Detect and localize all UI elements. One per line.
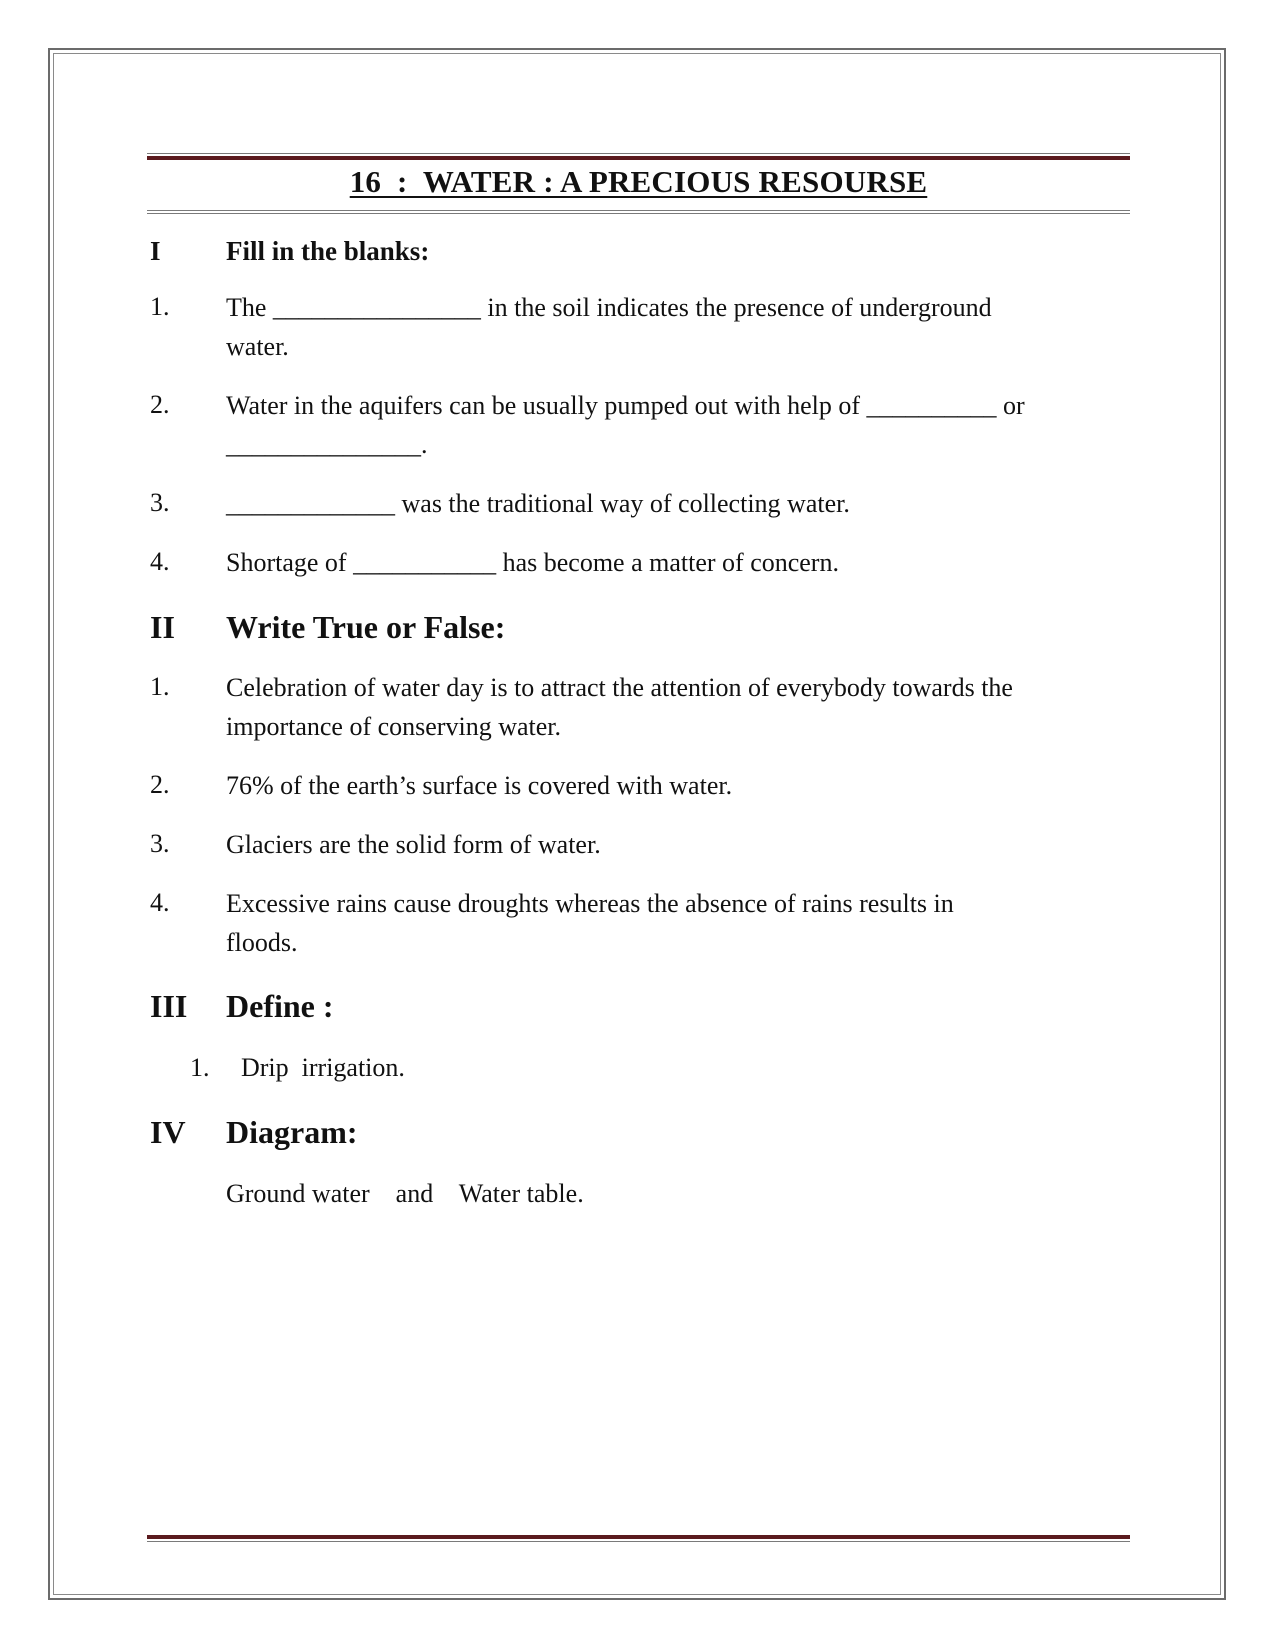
question-text: Celebration of water day is to attract the attention of everybody towards the importance of conserving water. <box>226 673 1013 741</box>
section-heading: Fill in the blanks: <box>226 236 430 266</box>
item-number: 1. <box>190 1053 210 1082</box>
question-text: 76% of the earth’s surface is covered with water. <box>226 771 733 800</box>
header-rule-top-thick <box>147 156 1130 160</box>
question-text: Glaciers are the solid form of water. <box>226 830 601 859</box>
question-text: Shortage of ___________ has become a matter of concern. <box>226 548 839 577</box>
header-rule-top-thin <box>147 153 1130 154</box>
item-number: 1. <box>150 672 170 701</box>
footer-rule-thick <box>147 1535 1130 1539</box>
item-number: 4. <box>150 888 170 917</box>
item-number: 2. <box>150 390 170 419</box>
item-number: 4. <box>150 547 170 576</box>
section-number: II <box>150 609 175 645</box>
section-heading: Diagram: <box>226 1114 358 1150</box>
question-text: Excessive rains cause droughts whereas the absence of rains results in floods. <box>226 889 954 957</box>
diagram-text: Ground water and Water table. <box>226 1179 584 1208</box>
question-text: The ________________ in the soil indicates the presence of underground water. <box>226 293 992 361</box>
section-heading: Write True or False: <box>226 609 506 645</box>
item-number: 1. <box>150 292 170 321</box>
page-title: 16 : WATER : A PRECIOUS RESOURSE <box>349 164 928 199</box>
page-border-inner <box>53 53 1221 1595</box>
section-number: III <box>150 988 188 1024</box>
section-heading: Define : <box>226 988 334 1024</box>
question-text: _____________ was the traditional way of collecting water. <box>226 489 850 518</box>
item-number: 3. <box>150 488 170 517</box>
section-number: I <box>150 236 161 266</box>
footer-rule-thin <box>147 1541 1130 1542</box>
item-number: 2. <box>150 770 170 799</box>
header-rule-bottom-thin-1 <box>147 210 1130 211</box>
header-rule-bottom-thin-2 <box>147 213 1130 214</box>
define-term: Drip irrigation. <box>241 1053 405 1082</box>
section-number: IV <box>150 1114 186 1150</box>
item-number: 3. <box>150 829 170 858</box>
question-text: Water in the aquifers can be usually pumped out with help of __________ or _______________. <box>226 391 1025 459</box>
